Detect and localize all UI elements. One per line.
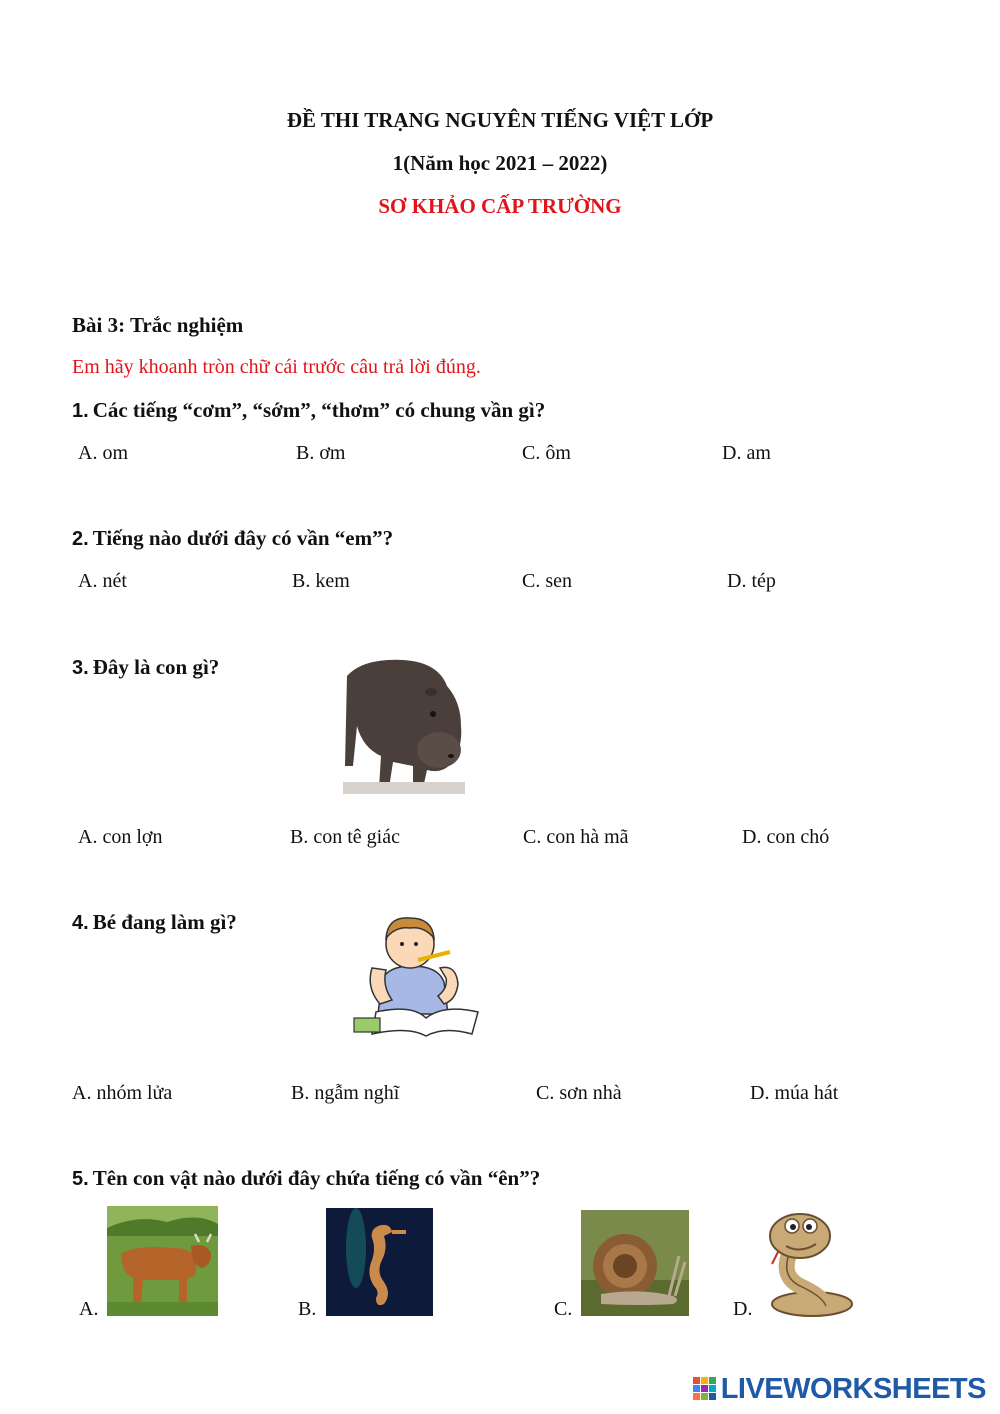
q5-option-c[interactable]: C. [554,1298,573,1320]
question-number: 3. [72,657,89,679]
q2-option-d[interactable]: D. tép [727,570,776,592]
question-number: 4. [72,912,89,934]
q3-option-c[interactable]: C. con hà mã [523,826,629,848]
hippo-image [343,656,465,794]
question-text: Tên con vật nào dưới đây chứa tiếng có vần “ên”? [92,1166,541,1190]
snail-image [581,1210,689,1316]
q5-option-d[interactable]: D. [733,1298,753,1320]
question-text: Bé đang làm gì? [92,910,237,934]
q4-option-c[interactable]: C. sơn nhà [536,1082,622,1104]
q3-option-d[interactable]: D. con chó [742,826,830,848]
q4-option-b[interactable]: B. ngẫm nghĩ [291,1082,400,1104]
q4-option-d[interactable]: D. múa hát [750,1082,839,1104]
snake-image [760,1206,868,1320]
question-number: 5. [72,1168,89,1190]
liveworksheets-icon [693,1377,717,1401]
question-1 [72,398,545,423]
section-instruction: Em hãy khoanh tròn chữ cái trước câu trả lời đúng. [72,356,481,378]
q3-option-b[interactable]: B. con tê giác [290,826,400,848]
exam-title-line2: 1(Năm học 2021 – 2022) [392,151,608,175]
q2-option-a[interactable]: A. nét [78,570,127,592]
cow-image [107,1206,218,1316]
question-number: 2. [72,528,89,550]
question-2 [72,526,393,551]
exam-subtitle: SƠ KHẢO CẤP TRƯỜNG [378,194,622,218]
question-text: Các tiếng “cơm”, “sớm”, “thơm” có chung vần gì? [92,398,546,422]
q5-option-a[interactable]: A. [79,1298,99,1320]
boy-thinking-image [352,908,482,1044]
q1-option-b[interactable]: B. ơm [296,442,346,464]
question-text: Tiếng nào dưới đây có vần “em”? [92,526,394,550]
q1-option-d[interactable]: D. am [722,442,771,464]
question-number: 1. [72,400,89,422]
q2-option-c[interactable]: C. sen [522,570,572,592]
q1-option-c[interactable]: C. ôm [522,442,571,464]
q5-option-b[interactable]: B. [298,1298,317,1320]
question-5 [72,1166,540,1191]
question-4 [72,910,237,935]
liveworksheets-logo: LIVEWORKSHEETS [693,1372,986,1406]
q3-option-a[interactable]: A. con lợn [78,826,163,848]
q2-option-b[interactable]: B. kem [292,570,350,592]
section-title: Bài 3: Trắc nghiệm [72,313,244,337]
q1-option-a[interactable]: A. om [78,442,128,464]
question-text: Đây là con gì? [92,655,220,679]
q4-option-a[interactable]: A. nhóm lửa [72,1082,173,1104]
seahorse-image [326,1208,433,1316]
exam-title-line1: ĐỀ THI TRẠNG NGUYÊN TIẾNG VIỆT LỚP [286,108,714,132]
question-3 [72,655,219,680]
